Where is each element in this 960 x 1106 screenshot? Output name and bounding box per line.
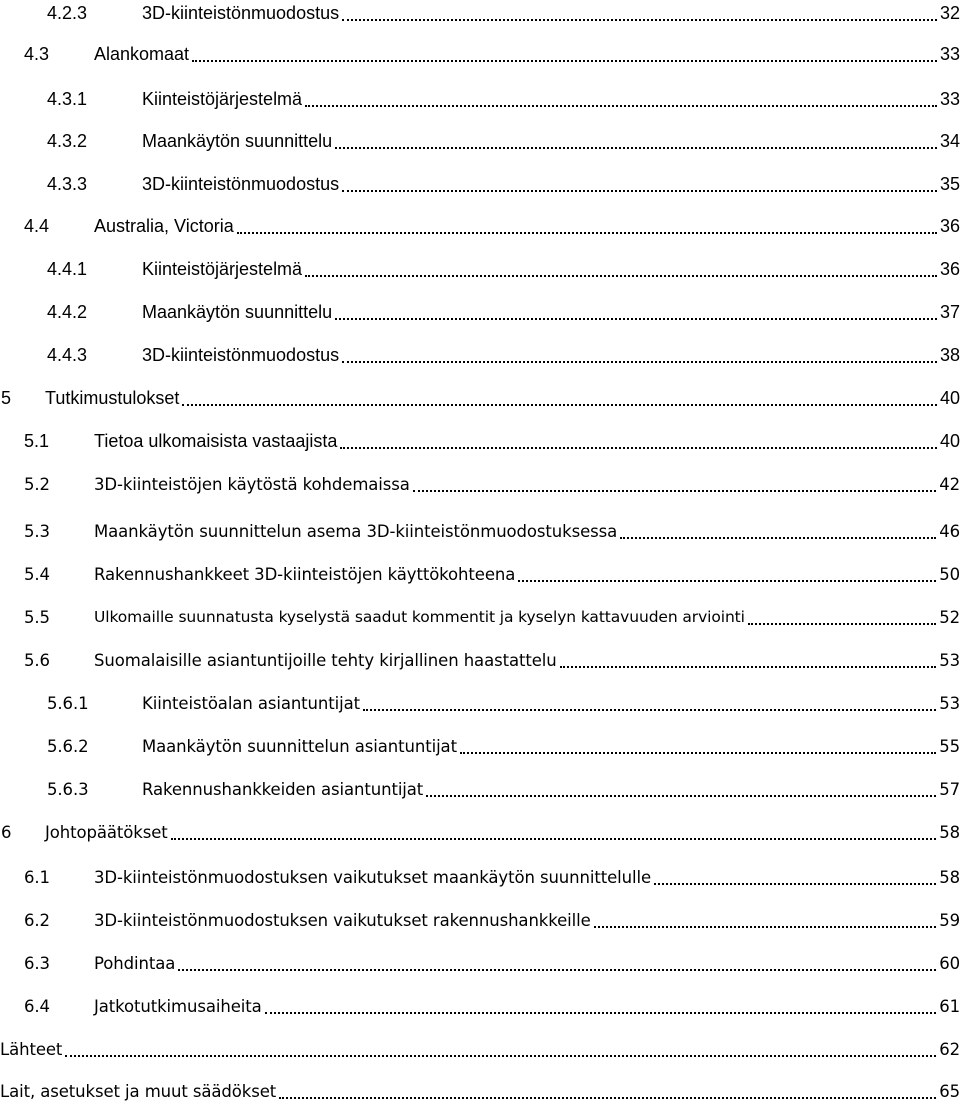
toc-entry-number: 4.4.2 (47, 301, 88, 322)
toc-entry-page: 36 (939, 215, 960, 236)
toc-entry-title: Johtopäätökset (45, 822, 168, 842)
toc-leader-dots (342, 172, 937, 192)
toc-leader-dots (654, 867, 936, 886)
toc-entry[interactable] (0, 297, 960, 327)
toc-entry-page: 34 (939, 130, 960, 151)
toc-entry-page: 53 (939, 693, 960, 713)
toc-entry-title: Rakennushankkeet 3D-kiinteistöjen käyttökohteena (94, 564, 516, 584)
toc-entry-title: 3D-kiinteistönmuodostus (142, 173, 340, 194)
toc-entry-number: 4.4.1 (47, 258, 88, 279)
toc-entry-title: Jatkotutkimusaiheita (94, 996, 262, 1016)
toc-entry-number: 4.3 (24, 43, 50, 64)
toc-entry-page: 42 (939, 474, 960, 494)
toc-entry-number: 5.3 (24, 521, 50, 541)
toc-entry-page: 65 (939, 1081, 960, 1101)
toc-entry[interactable] (0, 991, 960, 1021)
toc-entry-page: 33 (939, 88, 960, 109)
toc-entry[interactable] (0, 688, 960, 718)
toc-leader-dots (426, 779, 936, 798)
toc-entry[interactable] (0, 862, 960, 892)
toc-entry[interactable] (0, 817, 960, 847)
toc-entry[interactable] (0, 905, 960, 935)
toc-entry-page: 32 (939, 2, 960, 23)
toc-entry-title: Maankäytön suunnittelun asema 3D-kiinteistönmuodostuksessa (94, 521, 618, 541)
toc-entry-title: Rakennushankkeiden asiantuntijat (142, 779, 424, 799)
toc-entry[interactable] (0, 602, 960, 632)
toc-entry-page: 33 (939, 43, 960, 64)
toc-entry-page: 53 (939, 650, 960, 670)
toc-entry-title: Kiinteistöalan asiantuntijat (142, 693, 360, 713)
toc-entry-title: Ulkomaille suunnatusta kyselystä saadut kommentit ja kyselyn kattavuuden arviointi (94, 608, 745, 626)
toc-leader-dots (413, 474, 936, 493)
toc-entry-page: 62 (939, 1039, 960, 1059)
toc-entry-page: 57 (939, 779, 960, 799)
toc-entry-title: 3D-kiinteistönmuodostuksen vaikutukset rakennushankkeille (94, 910, 591, 930)
toc-leader-dots (335, 129, 937, 149)
toc-entry-number: 5 (1, 387, 12, 408)
toc-entry[interactable] (0, 645, 960, 675)
toc-entry[interactable] (0, 84, 960, 114)
toc-leader-dots (305, 257, 937, 277)
toc-leader-dots (182, 386, 937, 406)
toc-leader-dots (192, 42, 937, 62)
toc-entry[interactable] (0, 340, 960, 370)
toc-entry[interactable] (0, 383, 960, 413)
toc-entry-title: Maankäytön suunnittelu (142, 130, 333, 151)
toc-entry-title: Suomalaisille asiantuntijoille tehty kirjallinen haastattelu (94, 650, 557, 670)
toc-entry-number: 5.1 (24, 430, 50, 451)
toc-leader-dots (748, 607, 936, 626)
toc-entry-number: 5.5 (24, 607, 50, 627)
toc-leader-dots (340, 429, 937, 449)
toc-entry-page: 55 (939, 736, 960, 756)
toc-entry[interactable] (0, 39, 960, 69)
toc-entry-title: Lähteet (0, 1039, 63, 1059)
toc-entry-title: Kiinteistöjärjestelmä (142, 258, 303, 279)
toc-leader-dots (65, 1039, 936, 1058)
toc-entry-title: 3D-kiinteistöjen käytöstä kohdemaissa (94, 474, 410, 494)
toc-entry-page: 60 (939, 953, 960, 973)
toc-leader-dots (620, 521, 936, 540)
toc-entry-number: 5.6 (24, 650, 50, 670)
toc-entry-number: 6 (1, 822, 12, 842)
toc-entry-page: 40 (939, 430, 960, 451)
toc-entry-number: 5.4 (24, 564, 50, 584)
toc-entry-title: Kiinteistöjärjestelmä (142, 88, 303, 109)
toc-entry-page: 61 (939, 996, 960, 1016)
toc-entry-number: 4.3.1 (47, 88, 88, 109)
toc-entry[interactable] (0, 469, 960, 499)
toc-entry-title: Maankäytön suunnittelu (142, 301, 333, 322)
toc-entry-title: Tietoa ulkomaisista vastaajista (94, 430, 338, 451)
toc-entry-title: Australia, Victoria (94, 215, 234, 236)
toc-entry-title: 3D-kiinteistönmuodostus (142, 344, 340, 365)
toc-entry[interactable] (0, 169, 960, 199)
toc-leader-dots (237, 214, 937, 234)
toc-entry-number: 6.1 (24, 867, 50, 887)
toc-entry[interactable] (0, 426, 960, 456)
toc-entry-page: 40 (939, 387, 960, 408)
toc-entry-title: Tutkimustulokset (45, 387, 180, 408)
toc-entry-title: 3D-kiinteistönmuodostuksen vaikutukset maankäytön suunnittelulle (94, 867, 652, 887)
toc-leader-dots (171, 822, 937, 841)
toc-entry-number: 6.2 (24, 910, 50, 930)
toc-entry-title: Maankäytön suunnittelun asiantuntijat (142, 736, 457, 756)
toc-entry[interactable] (0, 0, 960, 28)
toc-entry-title: 3D-kiinteistönmuodostus (142, 2, 340, 23)
toc-entry-title: Alankomaat (94, 43, 190, 64)
toc-entry[interactable] (0, 1034, 960, 1064)
toc-leader-dots (460, 736, 936, 755)
toc-entry[interactable] (0, 254, 960, 284)
toc-entry[interactable] (0, 948, 960, 978)
toc-entry[interactable] (0, 126, 960, 156)
toc-entry-number: 4.4.3 (47, 344, 88, 365)
toc-entry-page: 58 (939, 822, 960, 842)
toc-leader-dots (560, 650, 937, 669)
toc-entry[interactable] (0, 774, 960, 804)
toc-entry-page: 36 (939, 258, 960, 279)
toc-entry-number: 6.4 (24, 996, 50, 1016)
toc-leader-dots (279, 1081, 936, 1100)
toc-entry-number: 5.6.1 (47, 693, 89, 713)
toc-entry[interactable] (0, 1076, 960, 1106)
toc-entry[interactable] (0, 731, 960, 761)
toc-entry[interactable] (0, 211, 960, 241)
toc-leader-dots (363, 693, 936, 712)
toc-entry-number: 4.4 (24, 215, 50, 236)
toc-entry-number: 6.3 (24, 953, 50, 973)
toc-entry-page: 35 (939, 173, 960, 194)
toc-entry[interactable] (0, 516, 960, 546)
toc-entry-page: 50 (939, 564, 960, 584)
toc-leader-dots (178, 953, 936, 972)
toc-entry-number: 5.6.2 (47, 736, 89, 756)
toc-leader-dots (342, 343, 937, 363)
toc-entry-title: Pohdintaa (94, 953, 176, 973)
toc-entry-page: 58 (939, 867, 960, 887)
toc-entry-number: 5.2 (24, 474, 50, 494)
toc-entry-page: 59 (939, 910, 960, 930)
toc-entry[interactable] (0, 559, 960, 589)
toc-entry-number: 5.6.3 (47, 779, 89, 799)
toc-entry-number: 4.3.3 (47, 173, 88, 194)
toc-entry-page: 46 (939, 521, 960, 541)
toc-leader-dots (265, 996, 937, 1015)
toc-leader-dots (305, 87, 937, 107)
toc-entry-number: 4.2.3 (47, 2, 88, 23)
toc-entry-page: 52 (939, 607, 960, 627)
toc-entry-title: Lait, asetukset ja muut säädökset (0, 1081, 277, 1101)
toc-leader-dots (342, 1, 937, 21)
toc-entry-page: 37 (939, 301, 960, 322)
toc-leader-dots (594, 910, 937, 929)
toc-leader-dots (518, 564, 936, 583)
toc-leader-dots (335, 300, 937, 320)
toc-entry-page: 38 (939, 344, 960, 365)
toc-entry-number: 4.3.2 (47, 130, 88, 151)
